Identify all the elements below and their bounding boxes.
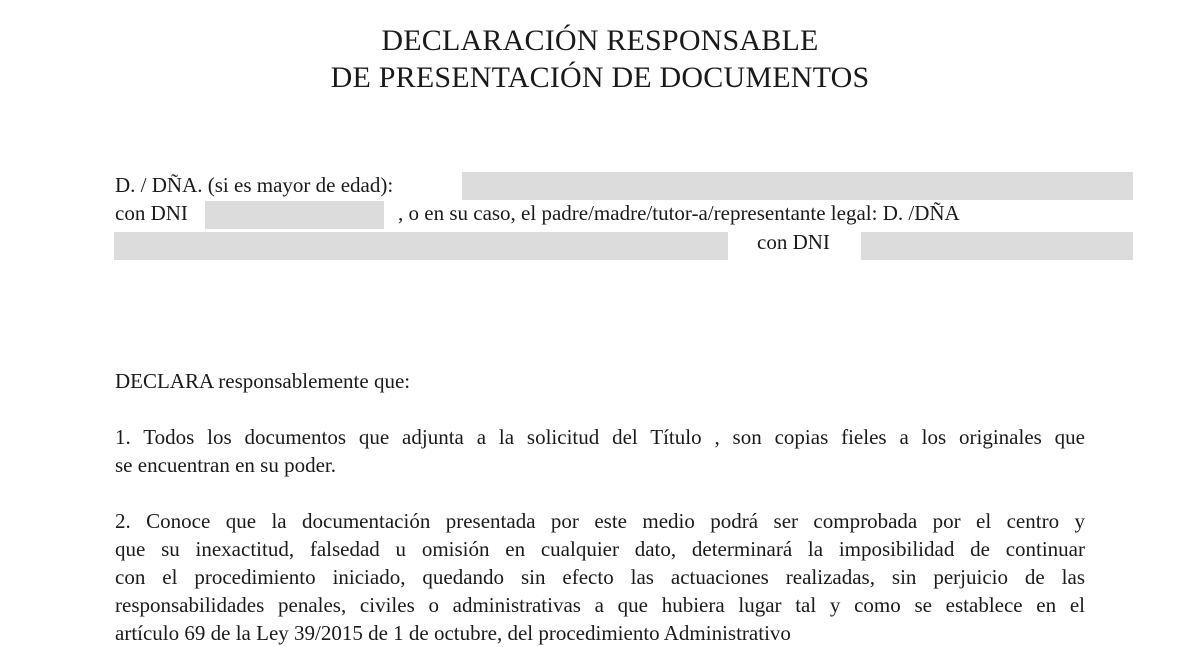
item-2-line: artículo 69 de la Ley 39/2015 de 1 de octubre, del procedimiento Administrativo	[115, 621, 791, 645]
document-title-line-2: DE PRESENTACIÓN DE DOCUMENTOS	[330, 61, 870, 94]
declaration-item-2	[115, 507, 1085, 647]
name-label: D. / DÑA. (si es mayor de edad):	[115, 173, 394, 197]
declara-heading: DECLARA responsablemente que:	[115, 369, 411, 393]
representative-dni-field[interactable]	[861, 232, 1133, 260]
name-field[interactable]	[462, 172, 1133, 200]
representative-dni-label: con DNI	[757, 230, 830, 254]
item-1-line: se encuentran en su poder.	[115, 453, 337, 477]
item-2-line: responsabilidades penales, civiles o administrativas a que hubiera lugar tal y como se establece en el	[115, 593, 1085, 617]
item-2-line: que su inexactitud, falsedad u omisión en cualquier dato, determinará la imposibilidad de continuar	[115, 537, 1085, 561]
item-2-line: con el procedimiento iniciado, quedando sin efecto las actuaciones realizadas, sin perjuicio de las	[115, 565, 1085, 589]
representative-name-field[interactable]	[114, 232, 728, 260]
declaration-item-1	[115, 423, 1085, 479]
item-1-line: 1. Todos los documentos que adjunta a la solicitud del Título , son copias fieles a los originales que	[115, 425, 1085, 449]
document-title-line-1: DECLARACIÓN RESPONSABLE	[381, 24, 819, 57]
representative-label: , o en su caso, el padre/madre/tutor-a/representante legal: D. /DÑA	[398, 201, 960, 225]
dni-label: con DNI	[115, 201, 188, 225]
item-2-line: 2. Conoce que la documentación presentada por este medio podrá ser comprobada por el centro y	[115, 509, 1085, 533]
dni-field[interactable]	[205, 201, 384, 229]
